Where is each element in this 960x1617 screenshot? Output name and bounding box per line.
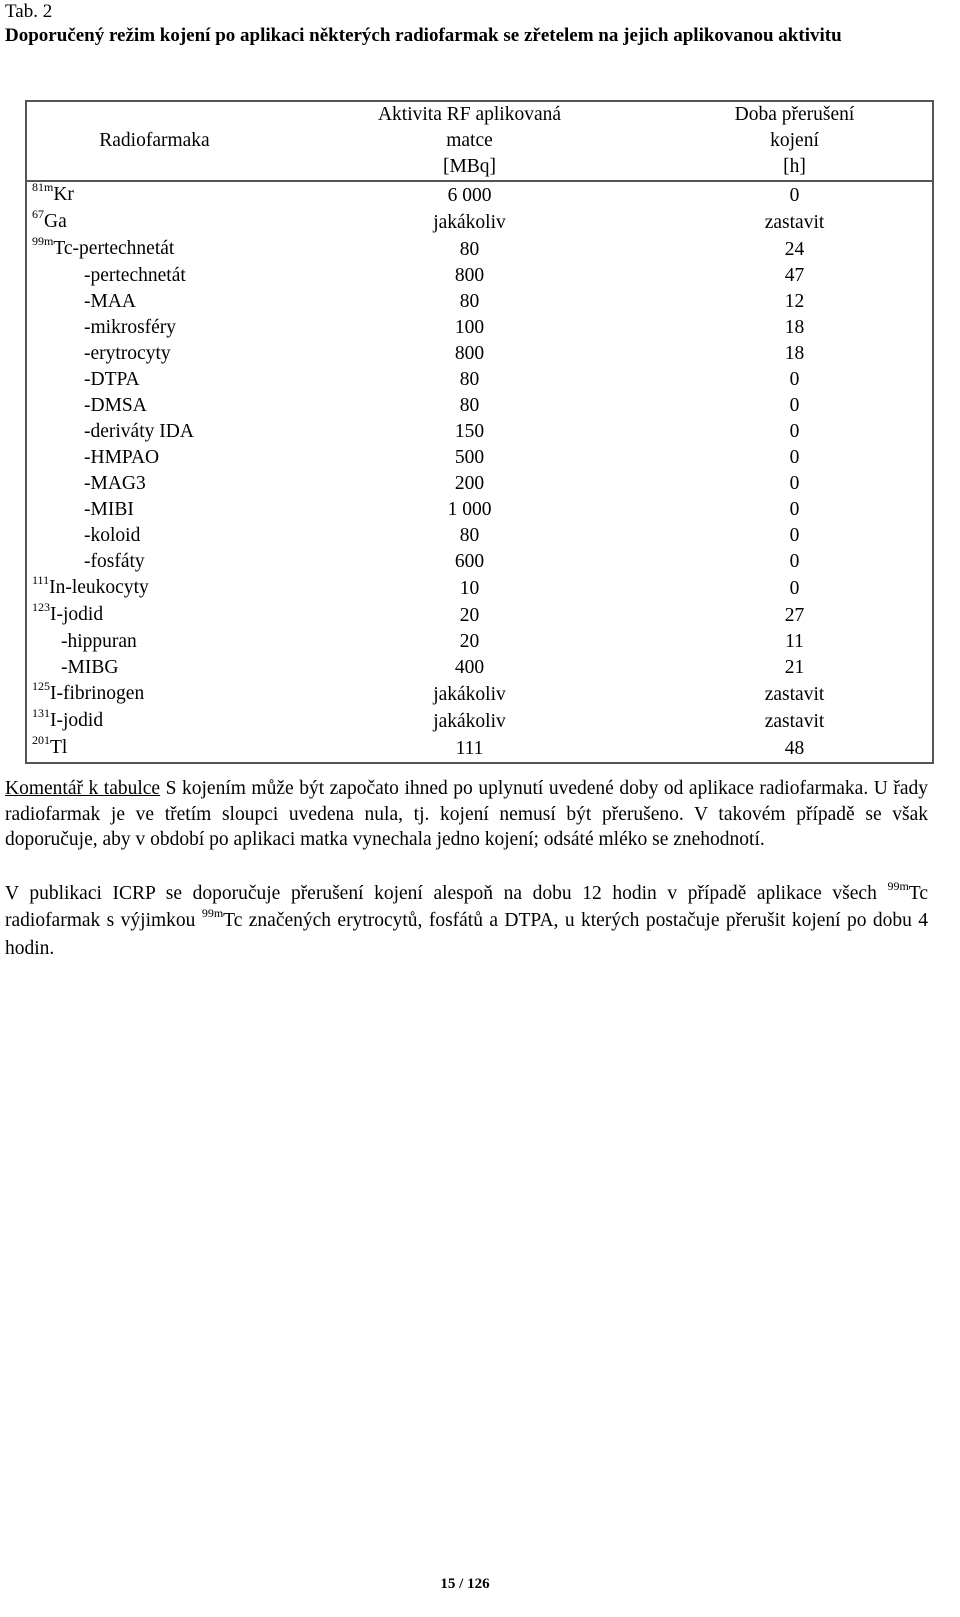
header-activity: Aktivita RF aplikovaná matce [MBq] <box>377 104 562 177</box>
cell-interruption-hours: 47 <box>784 265 805 286</box>
header-radiofarmaka: Radiofarmaka <box>99 130 210 151</box>
table-row <box>26 497 933 523</box>
radiofarmakum-name: I-fibrinogen <box>50 683 145 704</box>
radiofarmakum-name: Ga <box>44 211 67 232</box>
isotope-mass-number: 111 <box>32 573 50 587</box>
cell-radiofarmakum <box>26 655 282 681</box>
cell-activity: 150 <box>454 421 485 442</box>
cell-radiofarmakum <box>26 209 282 236</box>
cell-interruption-hours: 0 <box>789 395 800 416</box>
cell-radiofarmakum <box>26 419 282 445</box>
cell-radiofarmakum <box>26 523 282 549</box>
table-row <box>26 315 933 341</box>
table-row <box>26 341 933 367</box>
cell-interruption-hours: zastavit <box>764 211 825 233</box>
cell-radiofarmakum <box>26 315 282 341</box>
table-row <box>26 263 933 289</box>
radiofarmakum-name: -MAA <box>84 291 136 312</box>
table-row <box>26 236 933 263</box>
cell-activity: 10 <box>459 577 480 599</box>
table-row <box>26 549 933 575</box>
table-row <box>26 289 933 315</box>
cell-activity: 800 <box>454 265 485 286</box>
radiofarmakum-name: -erytrocyty <box>84 343 171 364</box>
cell-interruption-hours: 11 <box>785 631 804 652</box>
isotope-mass-number: 81m <box>32 180 54 194</box>
page-number: 15 / 126 <box>440 1576 490 1592</box>
cell-interruption-hours: 18 <box>784 317 805 338</box>
cell-interruption-hours: 0 <box>789 184 800 206</box>
table-row <box>26 393 933 419</box>
cell-radiofarmakum <box>26 681 282 708</box>
table-row <box>26 445 933 471</box>
cell-interruption-hours: 0 <box>789 499 800 520</box>
table-row <box>26 681 933 708</box>
cell-activity: 111 <box>455 737 484 759</box>
radiofarmakum-name: -koloid <box>84 525 141 546</box>
cell-activity: 600 <box>454 551 485 572</box>
cell-activity: 80 <box>459 369 480 390</box>
table-label: Tab. 2 <box>5 1 53 22</box>
cell-radiofarmakum <box>26 236 282 263</box>
cell-interruption-hours: 0 <box>789 473 800 494</box>
cell-radiofarmakum <box>26 181 282 209</box>
cell-interruption-hours: zastavit <box>764 683 825 705</box>
table-row <box>26 471 933 497</box>
table-row <box>26 575 933 602</box>
cell-radiofarmakum <box>26 263 282 289</box>
cell-activity: 500 <box>454 447 485 468</box>
isotope-mass-number: 125 <box>32 679 50 693</box>
radiofarmakum-name: Tl <box>50 737 68 758</box>
radiofarmakum-name: In-leukocyty <box>49 577 149 598</box>
cell-radiofarmakum <box>26 471 282 497</box>
cell-radiofarmakum <box>26 393 282 419</box>
cell-interruption-hours: 27 <box>784 604 805 626</box>
cell-radiofarmakum <box>26 575 282 602</box>
table-row <box>26 209 933 236</box>
table-row <box>26 523 933 549</box>
comment-section <box>5 776 928 961</box>
cell-activity: jakákoliv <box>433 683 506 705</box>
radiofarmakum-name: -mikrosféry <box>84 317 177 338</box>
isotope-mass-number: 123 <box>32 600 50 614</box>
radiofarmakum-name: -pertechnetát <box>84 265 186 286</box>
isotope-mass-number: 131 <box>32 706 50 720</box>
table-title: Doporučený režim kojení po aplikaci některých radiofarmak se zřetelem na jejich aplikovanou aktivitu <box>5 25 842 46</box>
table-header-row <box>26 101 933 181</box>
cell-radiofarmakum <box>26 735 282 763</box>
radiofarmakum-name: -deriváty IDA <box>84 421 194 442</box>
isotope-mass-number: 201 <box>32 733 50 747</box>
comment-lead: Komentář k tabulce <box>5 778 161 799</box>
radiofarmakum-name: -fosfáty <box>84 551 145 572</box>
cell-interruption-hours: zastavit <box>764 710 825 732</box>
cell-radiofarmakum <box>26 549 282 575</box>
cell-interruption-hours: 0 <box>789 551 800 572</box>
isotope-mass-number: 67 <box>32 207 44 221</box>
cell-interruption-hours: 0 <box>789 447 800 468</box>
cell-activity: jakákoliv <box>433 211 506 233</box>
cell-activity: 20 <box>459 631 480 652</box>
table-row <box>26 735 933 763</box>
comment-text: S kojením může být započato ihned po uplynutí uvedené doby od aplikace radiofarmaka. U řady radiofarmak je ve třetím sloupci uvedena nula, tj. kojení nemusí být přerušeno. V takovém případě se však doporučuje, aby v období po aplikaci matka vynechala jedno kojení; odsáté mléko se znehodnotí. <box>5 778 928 850</box>
radiofarmakum-name: -MAG3 <box>84 473 146 494</box>
radiofarmakum-name: I-jodid <box>50 604 104 625</box>
comment-paragraph-1 <box>5 776 928 853</box>
radiofarmakum-name: -DMSA <box>84 395 147 416</box>
cell-activity: jakákoliv <box>433 710 506 732</box>
cell-interruption-hours: 12 <box>784 291 805 312</box>
cell-radiofarmakum <box>26 708 282 735</box>
cell-interruption-hours: 0 <box>789 421 800 442</box>
cell-activity: 80 <box>459 238 480 260</box>
cell-activity: 1 000 <box>447 499 492 520</box>
cell-interruption-hours: 0 <box>789 525 800 546</box>
cell-activity: 200 <box>454 473 485 494</box>
cell-radiofarmakum <box>26 497 282 523</box>
radiofarmakum-name: -MIBI <box>84 499 134 520</box>
cell-activity: 100 <box>454 317 485 338</box>
radiofarmakum-name: -DTPA <box>84 369 140 390</box>
table-row <box>26 629 933 655</box>
cell-interruption-hours: 21 <box>784 657 805 678</box>
table-row <box>26 655 933 681</box>
cell-interruption-hours: 0 <box>789 577 800 599</box>
cell-activity: 6 000 <box>447 184 492 206</box>
table-row <box>26 708 933 735</box>
radiofarmakum-name: Tc-pertechnetát <box>53 238 175 259</box>
radiofarmakum-name: -HMPAO <box>84 447 160 468</box>
radiofarmakum-name: Kr <box>53 184 74 205</box>
cell-activity: 80 <box>459 525 480 546</box>
cell-activity: 800 <box>454 343 485 364</box>
cell-activity: 400 <box>454 657 485 678</box>
cell-radiofarmakum <box>26 602 282 629</box>
header-interruption: Doba přerušení kojení [h] <box>734 104 855 177</box>
cell-interruption-hours: 0 <box>789 369 800 390</box>
radiopharmaceutical-table <box>25 100 934 764</box>
table-body <box>26 181 933 763</box>
isotope-mass-number: 99m <box>32 234 54 248</box>
cell-activity: 80 <box>459 395 480 416</box>
cell-activity: 20 <box>459 604 480 626</box>
cell-radiofarmakum <box>26 367 282 393</box>
cell-interruption-hours: 24 <box>784 238 805 260</box>
cell-activity: 80 <box>459 291 480 312</box>
cell-radiofarmakum <box>26 629 282 655</box>
table-row <box>26 602 933 629</box>
radiofarmakum-name: -MIBG <box>61 657 119 678</box>
radiofarmakum-name: I-jodid <box>50 710 104 731</box>
table-row <box>26 367 933 393</box>
cell-radiofarmakum <box>26 445 282 471</box>
radiofarmakum-name: -hippuran <box>61 631 137 652</box>
cell-interruption-hours: 18 <box>784 343 805 364</box>
cell-radiofarmakum <box>26 341 282 367</box>
cell-radiofarmakum <box>26 289 282 315</box>
table-row <box>26 419 933 445</box>
table-row <box>26 181 933 209</box>
table-caption <box>5 0 950 48</box>
comment-paragraph-2: V publikaci ICRP se doporučuje přerušení kojení alespoň na dobu 12 hodin v případě aplikace všech $^{99m}$Tc radiofarmak s výjimkou $^{99m}$Tc značených erytrocytů, fosfátů a DTPA, u kterých postačuje přerušit kojení po dobu 4 hodin. <box>5 878 928 959</box>
cell-interruption-hours: 48 <box>784 737 805 759</box>
